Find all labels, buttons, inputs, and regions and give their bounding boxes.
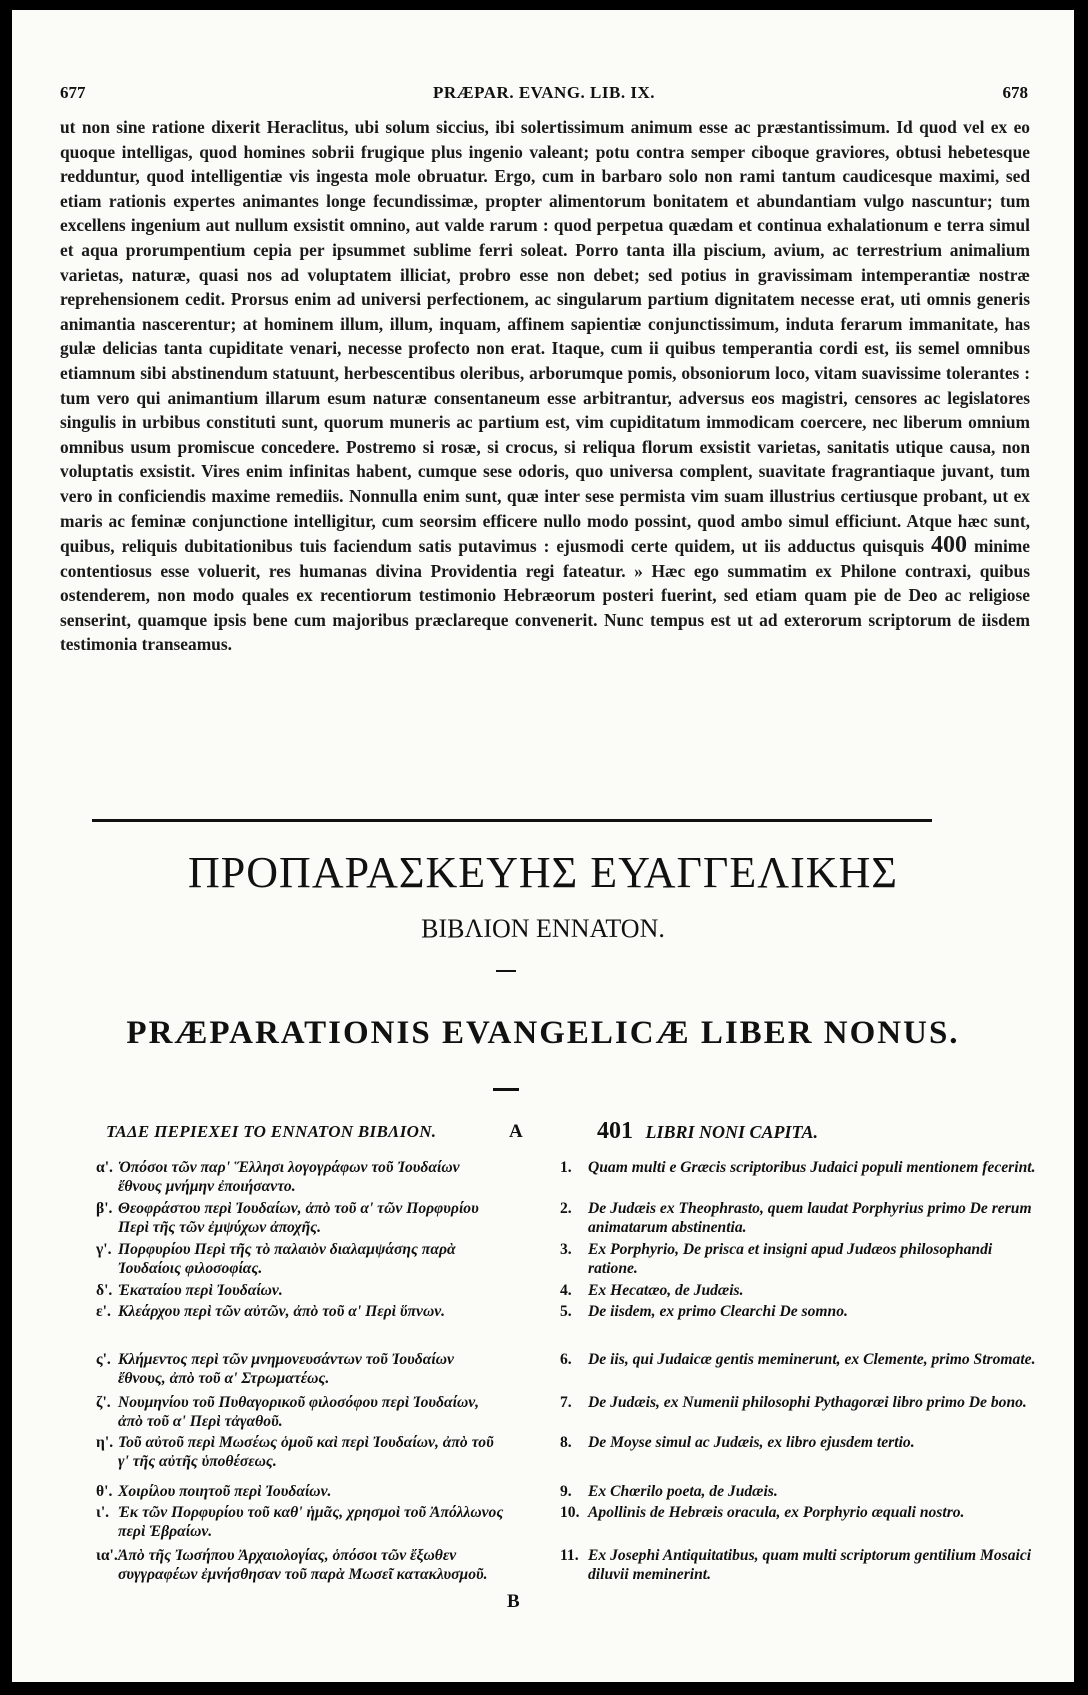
page-number-right: 678 (1002, 83, 1028, 102)
item-text: Ἐκ τῶν Πορφυρίου τοῦ καθ' ἡμᾶς, χρησμοὶ τοῦ Ἀπόλλωνος περὶ Ἑβραίων. (118, 1504, 504, 1540)
item-number: α'. (96, 1159, 113, 1176)
item-text: Χοιρίλου ποιητοῦ περὶ Ἰουδαίων. (118, 1483, 332, 1500)
item-number: ια'. (96, 1547, 118, 1564)
greek-contents-heading: ΤΑΔΕ ΠΕΡΙΕΧΕΙ ΤΟ ΕΝΝΑΤΟΝ ΒΙΒΛΙΟΝ. (106, 1122, 437, 1141)
body-text-part-1: ut non sine ratione dixerit Heraclitus, ubi solum siccius, ibi solertissimum animum esse ac præstantissimum. Id quod vel ex eo quoque intelligas, quod homines sobrii frugique plus ingenio valeant; potu contra semper ciboque graviores, obtusi hebetesque redduntur, quod intelligentiæ vis ingesta mole obruatur. Ergo, cum in barbaro solo non rami tantum caudicesque maximi, sed etiam rationis expertes animantes longe fecundissimæ, propter alimentorum bonitatem et abundantiam vulgo nascuntur; tum excellens ingenium aut nullum exsistit omnino, aut valde rarum : quod perpetua quædam et continua exhalationum e terra simul et aqua prorumpentium cepia per ipsummet sublime ferri soleat. Porro tanta illa piscium, avium, ac terrestrium animalium varietas, naturæ, quasi nos ad voluptatem illiciat, probro esse non debet; sed potius in gravissimam intemperantiæ nostræ reprehensionem cedit. Prorsus enim ad universi perfectionem, ac singularum partium dignitatem necesse erat, uti omnis generis animantia nascerentur; at hominem illum, illum, inquam, affinem sapientiæ conjunctissimum, induta ferarum immanitate, has gulæ delicias tanta cupiditate venari, necesse profecto non erat. Itaque, cum ii quibus temperantia cordi est, iis semel omnibus etiamnum sibi abstinendum statuunt, herbescentibus oleribus, arborumque pomis, obsoniorum loco, vitam suavissime tolerantes : tum vero qui animantium illarum esum naturæ consentaneum esse arbitrantur, adversus eos magistri, censores ac legislatores singulis in urbibus constituti sunt, quorum muneris ac partium est, vim cupiditatum immodicam coercere, nec liberum omnium omnibus usum promiscue concedere. Postremo si rosæ, si crocus, si reliqua florum exsistit varietas, sanitatis utique causa, non voluptatis exsistit. Vires enim infinitas habent, cumque sese odoris, quo universa complent, suavitate fragrantiaque juvant, tum vero in conficiendis maxime remediis. Nonnulla enim sunt, quæ inter sese permista vim suam illustrius certiusque probant, ut ex maris ac feminæ conjunctione intelligitur, cum seorsim efficere nullo modo possint, quod ambo simul efficiunt. Atque hæc sunt, quibus, reliquis dubitationibus tuis faciendum satis putavimus : ejusmodi certe quidem, ut iis adductus quisquis (60, 117, 1030, 557)
item-text: De Judæis ex Theophrasto, quem laudat Porphyrius primo De rerum animatarum abstinentia. (588, 1200, 1032, 1236)
item-text: Νουμηνίου τοῦ Πυθαγορικοῦ φιλοσόφου περὶ Ἰουδαίων, ἀπὸ τοῦ α' Περὶ τἀγαθοῦ. (118, 1394, 480, 1430)
item-text: Τοῦ αὐτοῦ περὶ Μωσέως ὁμοῦ καὶ περὶ Ἰουδαίων, ἀπὸ τοῦ γ' τῆς αὐτῆς ὑποθέσεως. (118, 1434, 494, 1470)
item-number: β'. (96, 1200, 113, 1217)
list-item (560, 1240, 1040, 1278)
column-marker-a: A (509, 1121, 523, 1142)
list-item (96, 1433, 504, 1471)
item-text: De iisdem, ex primo Clearchi De somno. (588, 1303, 848, 1320)
item-number: 11. (560, 1547, 579, 1564)
item-text: Ex Chœrilo poeta, de Judæis. (588, 1483, 778, 1500)
list-item (96, 1482, 504, 1501)
item-text: Ex Hecatæo, de Judæis. (588, 1282, 744, 1299)
item-text: De Moyse simul ac Judæis, ex libro ejusdem tertio. (588, 1434, 915, 1451)
item-number: 9. (560, 1483, 572, 1500)
item-text: De Judæis, ex Numenii philosophi Pythagoræi libro primo De bono. (588, 1394, 1027, 1411)
list-item (96, 1503, 504, 1541)
latin-contents-heading (597, 1118, 818, 1145)
title-dash-2 (493, 1088, 519, 1091)
item-number: θ'. (96, 1483, 113, 1500)
marginal-number: 400 (931, 532, 968, 559)
list-item (560, 1433, 1040, 1452)
item-number: 4. (560, 1282, 572, 1299)
list-item (96, 1281, 504, 1300)
item-number: η'. (96, 1434, 114, 1451)
list-item (96, 1546, 504, 1584)
page-number-left: 677 (60, 83, 86, 102)
item-number: ε'. (96, 1303, 111, 1320)
list-item (96, 1158, 504, 1196)
latin-book-title: PRÆPARATIONIS EVANGELICÆ LIBER NONUS. (126, 1015, 960, 1051)
item-text: Ἑκαταίου περὶ Ἰουδαίων. (118, 1282, 283, 1299)
item-number: γ'. (96, 1241, 112, 1258)
body-text-part-2: minime contentiosus esse voluerit, res humanas divina Providentia regi fateatur. » Hæc ego summatim ex Philone contraxi, quibus ostenderem, non modo quales ex recentiorum testimonio Hebræorum posteri fuerint, sed etiam quam pie de Deo ac religiose senserint, quamque ipsis bene cum majoribus præclareque convenerit. Nunc tempus est ut ad exterorum scriptorum de iisdem testimonia transeamus. (60, 536, 1030, 655)
title-dash-1 (496, 970, 516, 972)
item-text: Ex Porphyrio, De prisca et insigni apud Judæos philosophandi ratione. (588, 1241, 993, 1277)
column-marker-b: B (507, 1591, 520, 1612)
item-text: Κλήμεντος περὶ τῶν μνημονευσάντων τοῦ Ἰουδαίων ἔθνους, ἀπὸ τοῦ α' Στρωματέως. (118, 1351, 454, 1387)
item-text: Apollinis de Hebræis oracula, ex Porphyrio æquali nostro. (588, 1504, 965, 1521)
item-text: Ex Josephi Antiquitatibus, quam multi scriptorum gentilium Mosaici diluvii meminerint. (588, 1547, 1032, 1583)
body-paragraph (60, 115, 1030, 657)
greek-book-subtitle: ΒΙΒΛΙΟΝ ΕΝΝΑΤΟΝ. (421, 914, 665, 943)
list-item (96, 1199, 504, 1237)
item-number: 8. (560, 1434, 572, 1451)
item-number: 5. (560, 1303, 572, 1320)
list-item (96, 1240, 504, 1278)
item-number: ι'. (96, 1504, 110, 1521)
list-item (560, 1158, 1040, 1177)
item-text: Quam multi e Græcis scriptoribus Judaici populi mentionem fecerint. (588, 1159, 1036, 1176)
list-item (560, 1302, 1040, 1321)
item-number: 1. (560, 1159, 572, 1176)
item-number: 7. (560, 1394, 572, 1411)
list-item (560, 1482, 1040, 1501)
item-number: ζ'. (96, 1394, 111, 1411)
item-text: Ὁπόσοι τῶν παρ' Ἕλλησι λογογράφων τοῦ Ἰουδαίων ἔθνους μνήμην ἐποιήσαντο. (118, 1159, 460, 1195)
latin-heading-text: LIBRI NONI CAPITA. (645, 1122, 819, 1142)
item-text: Ἀπὸ τῆς Ἰωσήπου Ἀρχαιολογίας, ὁπόσοι τῶν ἔξωθεν συγγραφέων ἐμνήσθησαν τοῦ παρὰ Μωσεῖ κατακλυσμοῦ. (118, 1547, 488, 1583)
item-number: 3. (560, 1241, 572, 1258)
list-item (560, 1503, 1040, 1522)
list-item (560, 1199, 1040, 1237)
item-text: De iis, qui Judaicæ gentis meminerunt, ex Clemente, primo Stromate. (588, 1351, 1036, 1368)
running-header (60, 83, 1028, 109)
list-item (96, 1302, 504, 1321)
list-item (96, 1350, 504, 1388)
book-page (12, 10, 1074, 1682)
list-item (560, 1546, 1040, 1584)
item-number: 10. (560, 1504, 580, 1521)
running-title: PRÆPAR. EVANG. LIB. IX. (433, 83, 655, 102)
item-number: 6. (560, 1351, 572, 1368)
section-rule (92, 819, 932, 822)
item-number: 2. (560, 1200, 572, 1217)
item-text: Κλεάρχου περὶ τῶν αὐτῶν, ἀπὸ τοῦ α' Περὶ ὕπνων. (118, 1303, 446, 1320)
list-item (560, 1350, 1040, 1369)
item-number: δ'. (96, 1282, 113, 1299)
item-text: Πορφυρίου Περὶ τῆς τὸ παλαιὸν διαλαμψάσης παρὰ Ἰουδαίοις φιλοσοφίας. (118, 1241, 456, 1277)
item-number: ς'. (96, 1351, 111, 1368)
greek-book-title: ΠΡΟΠΑΡΑΣΚΕΥΗΣ ΕΥΑΓΓΕΛΙΚΗΣ (188, 848, 898, 897)
list-item (560, 1281, 1040, 1300)
list-item (560, 1393, 1040, 1412)
list-item (96, 1393, 504, 1431)
item-text: Θεοφράστου περὶ Ἰουδαίων, ἀπὸ τοῦ α' τῶν Πορφυρίου Περὶ τῆς τῶν ἐμψύχων ἀποχῆς. (118, 1200, 479, 1236)
latin-page-number: 401 (597, 1118, 633, 1144)
